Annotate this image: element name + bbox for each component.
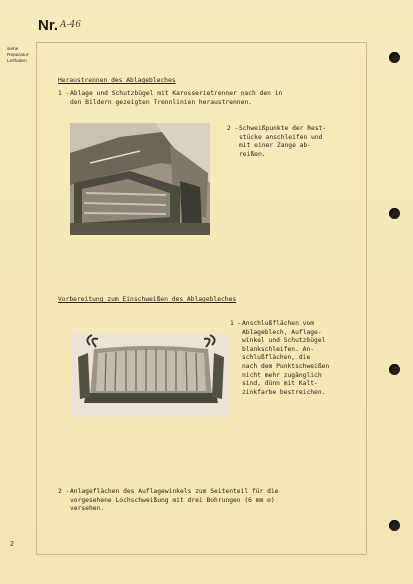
section-heading: Heraustrennen des Ablagebleches bbox=[58, 77, 176, 84]
section-heading: Vorbereitung zum Einschweißen des Ablagebleches bbox=[58, 296, 237, 303]
side-note bbox=[7, 47, 37, 65]
side-note-line: Leitfaden bbox=[7, 59, 27, 64]
step-text-line: reißen. bbox=[239, 150, 266, 158]
margin-line-top bbox=[36, 42, 366, 43]
step-text-line: Anschlußflächen vom bbox=[242, 320, 315, 327]
step-text-line: mit einer Zange ab- bbox=[239, 142, 312, 150]
section2-step1 bbox=[230, 320, 360, 397]
step-text-line: nach dem Punktschweißen bbox=[242, 362, 330, 370]
margin-line-bottom bbox=[36, 554, 366, 555]
section1-step1 bbox=[58, 90, 353, 107]
step-number: 2 - bbox=[58, 488, 70, 495]
section2-step2 bbox=[58, 488, 358, 514]
step-text-line: Ablageblech, Auflage- bbox=[242, 328, 322, 336]
section1-step2 bbox=[227, 125, 357, 159]
margin-line-left bbox=[36, 42, 37, 554]
step-number: 1 - bbox=[230, 320, 242, 327]
step-text-line: den Bildern gezeigten Trennlinien heraustrennen. bbox=[70, 98, 252, 106]
document-number: A-46 bbox=[60, 20, 81, 30]
margin-line-right bbox=[366, 42, 367, 554]
step-number: 1 - bbox=[58, 90, 70, 97]
punch-hole bbox=[389, 52, 400, 63]
step-text-line: versehen. bbox=[70, 505, 105, 513]
punch-hole bbox=[389, 208, 400, 219]
photo-car-rear-cut bbox=[70, 123, 210, 235]
step-text-line: nicht mehr zugänglich bbox=[242, 371, 322, 379]
step-text-line: Anlageflächen des Auflagewinkels zum Seitenteil für die bbox=[70, 488, 279, 495]
step-text-line: blankschleifen. An- bbox=[242, 345, 315, 353]
step-text-line: stücke anschleifen und bbox=[239, 133, 323, 141]
page-number: 2 bbox=[10, 541, 14, 548]
step-text-line: Schweißpunkte der Rest- bbox=[239, 125, 327, 132]
side-note-line: Reparatur- bbox=[7, 53, 30, 58]
step-text-line: zinkfarbe bestreichen. bbox=[242, 388, 326, 396]
step-number: 2 - bbox=[227, 125, 239, 132]
punch-hole bbox=[389, 364, 400, 375]
punch-hole bbox=[389, 520, 400, 531]
side-note-line: siehe bbox=[7, 47, 19, 52]
step-text-line: sind, dünn mit Kalt- bbox=[242, 380, 318, 388]
photo-shelf-panel bbox=[72, 333, 230, 417]
step-text-line: vorgesehene Lochschweißung mit drei Bohrungen (6 mm ⌀) bbox=[70, 496, 275, 504]
step-text-line: Ablage und Schutzbügel mit Karosserietrenner nach den in bbox=[70, 90, 283, 97]
number-label: Nr. bbox=[38, 17, 59, 34]
step-text-line: winkel und Schutzbügel bbox=[242, 337, 326, 345]
step-text-line: schlußflächen, die bbox=[242, 354, 311, 362]
